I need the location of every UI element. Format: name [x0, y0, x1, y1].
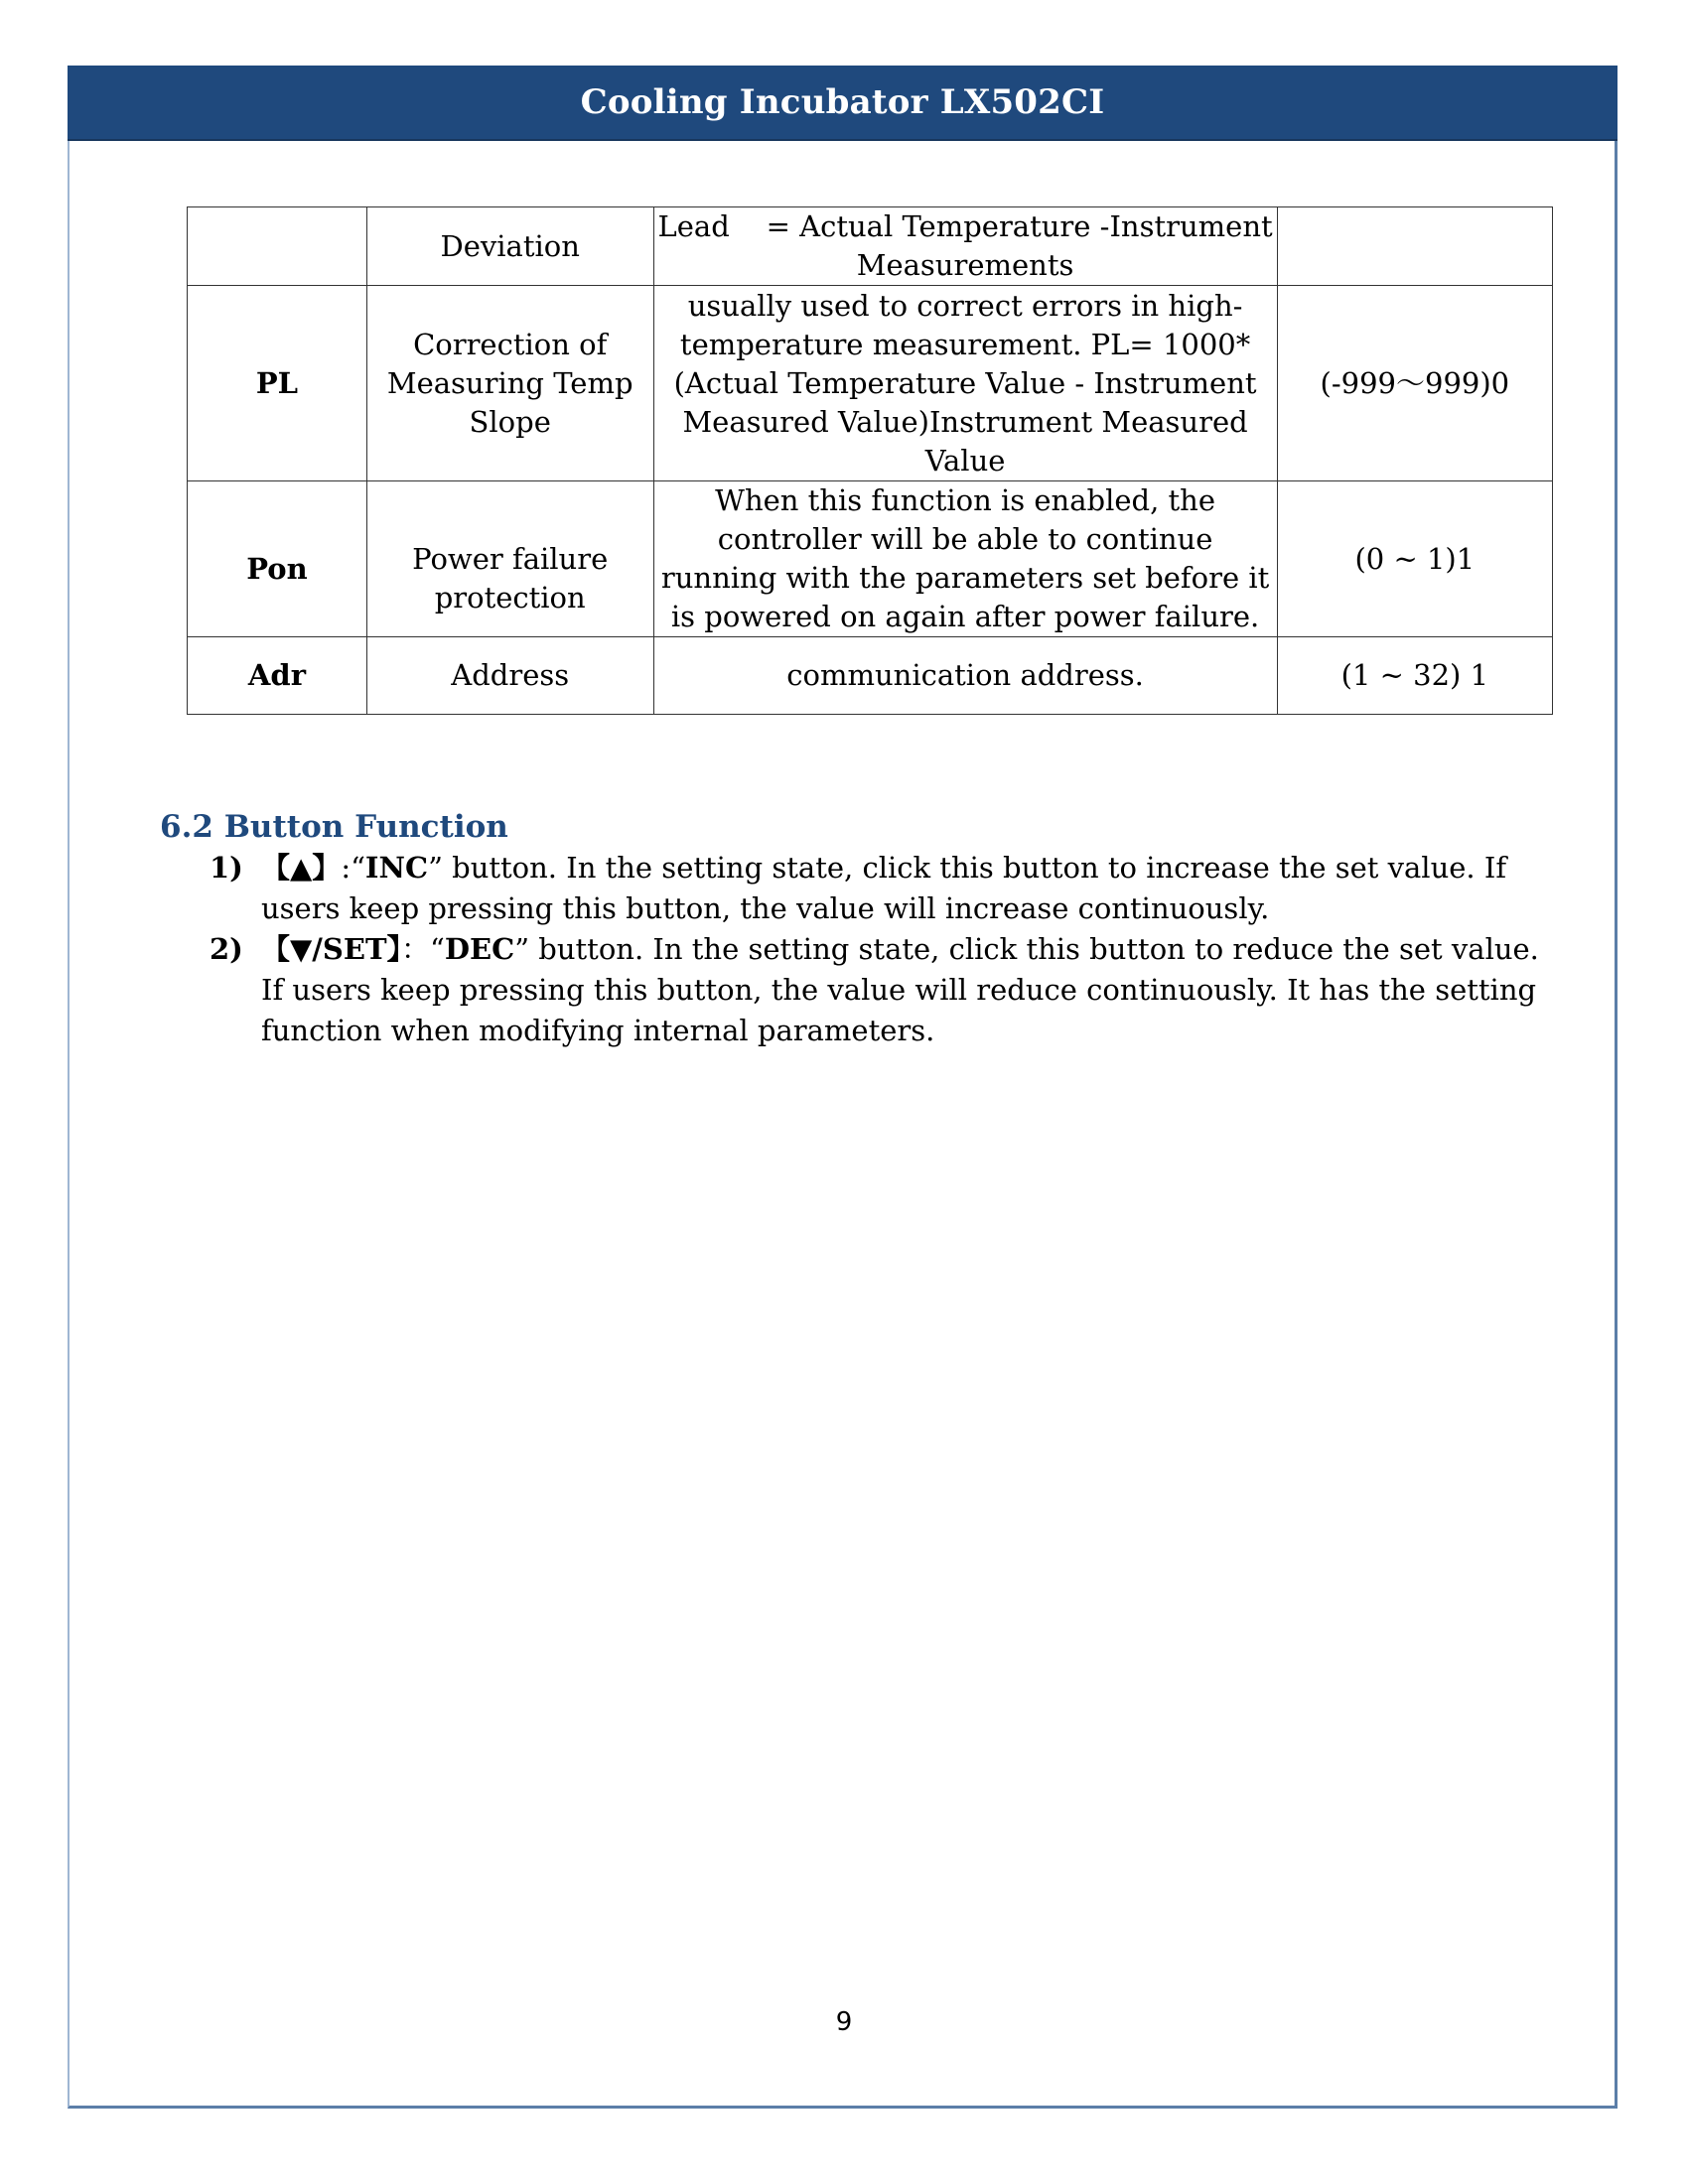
quote-open: “: [430, 932, 445, 966]
list-item-text: button. In the setting state, click this button to increase the set value. If users keep pressing this button, the value will increase continuously.: [261, 851, 1507, 925]
section-heading: 6.2 Button Function: [160, 809, 508, 845]
list-item-number: 2): [210, 932, 243, 966]
key-separator: ：: [401, 932, 431, 966]
param-range: [1277, 207, 1552, 286]
param-range: (1 ~ 32) 1: [1277, 637, 1552, 715]
param-description: usually used to correct errors in high-temperature measurement. PL= 1000* (Actual Temperature Value - Instrument Measured Value)Instrument Measured Value: [653, 286, 1277, 481]
quote-close: ”: [428, 851, 443, 885]
param-range: (-999～999)0: [1277, 286, 1552, 481]
list-item: [160, 929, 1570, 1051]
document-header: [68, 66, 1618, 141]
param-code: PL: [188, 286, 367, 481]
param-description: communication address.: [653, 637, 1277, 715]
button-function-section: [160, 806, 1570, 1051]
param-name: Address: [366, 637, 653, 715]
param-description: When this function is enabled, the controller will be able to continue running with the parameters set before it is powered on again after power failure.: [653, 481, 1277, 637]
param-code: Pon: [188, 481, 367, 637]
list-item: [160, 848, 1570, 929]
param-code: Adr: [188, 637, 367, 715]
button-key-label: 【▲】: [261, 851, 342, 885]
button-key-label: 【▼/SET】: [261, 932, 402, 966]
param-code: [188, 207, 367, 286]
list-item-number: 1): [210, 851, 243, 885]
table-row: [188, 637, 1553, 715]
table-row: [188, 207, 1553, 286]
param-name: Power failure protection: [366, 481, 653, 637]
param-description: [653, 207, 1277, 286]
quote-close: ”: [514, 932, 530, 966]
button-name: INC: [364, 851, 429, 885]
button-name: DEC: [444, 932, 515, 966]
list-item-text: button. In the setting state, click this button to reduce the set value. If users keep pressing this button, the value will reduce continuously. It has the setting function when modifying internal parameters.: [261, 932, 1539, 1047]
document-title: Cooling Incubator LX502CI: [580, 82, 1105, 122]
quote-open: “: [351, 851, 365, 885]
table-row: [188, 481, 1553, 637]
param-description-line: Measurements: [856, 248, 1074, 282]
param-name: Deviation: [366, 207, 653, 286]
button-function-list: [160, 848, 1570, 1051]
parameter-table: [187, 206, 1553, 715]
param-range: (0 ~ 1)1: [1277, 481, 1552, 637]
table-row: [188, 286, 1553, 481]
page-number: 9: [835, 2007, 853, 2037]
param-name: Correction of Measuring Temp Slope: [366, 286, 653, 481]
param-description-line: Lead = Actual Temperature -Instrument: [657, 209, 1273, 243]
key-separator: :: [341, 851, 352, 885]
